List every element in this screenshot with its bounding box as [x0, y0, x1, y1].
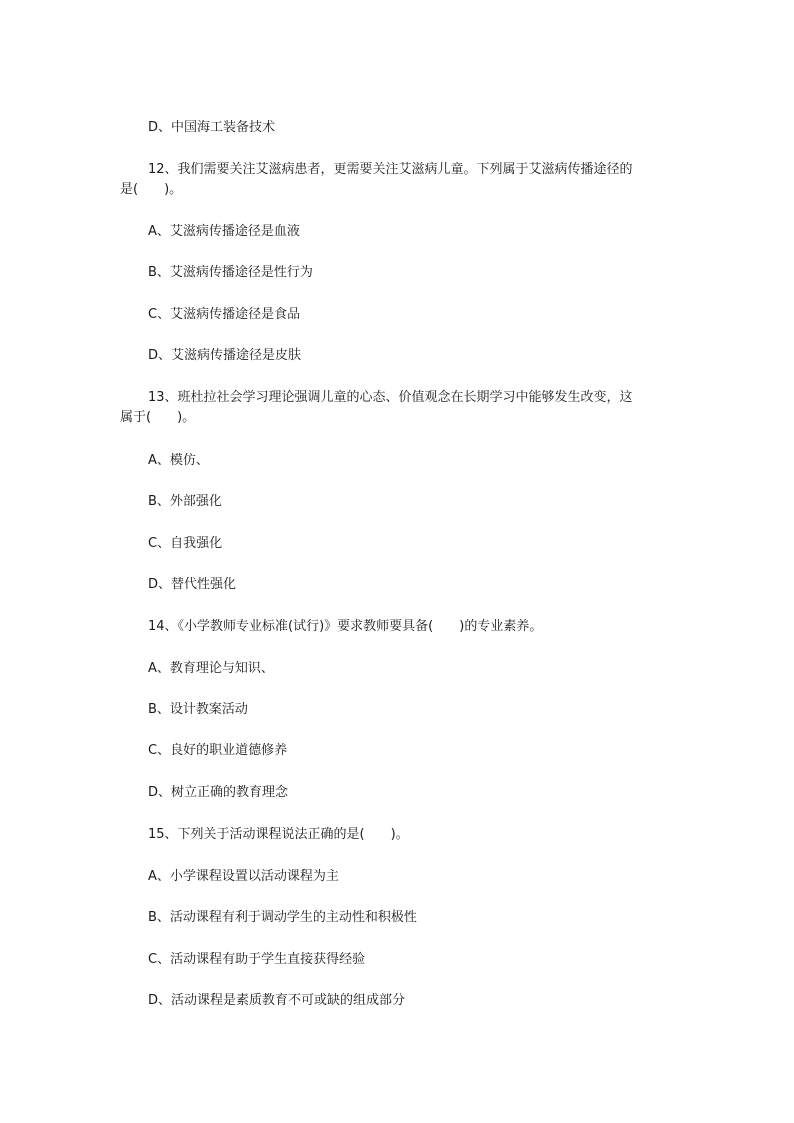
q12-option-b: B、艾滋病传播途径是性行为: [148, 265, 313, 280]
q14-stem: 14、《小学教师专业标准(试行)》要求教师要具备( )的专业素养。: [148, 619, 543, 634]
q15-option-c: C、活动课程有助于学生直接获得经验: [148, 952, 366, 967]
q13-stem-line2: 属于( )。: [120, 410, 196, 425]
q14-option-c: C、良好的职业道德修养: [148, 743, 288, 758]
q13-option-b: B、外部强化: [148, 494, 222, 509]
q11-option-d: D、中国海工装备技术: [148, 120, 276, 135]
q15-option-d: D、活动课程是素质教育不可或缺的组成部分: [148, 993, 406, 1008]
q13-option-a: A、模仿、: [148, 453, 209, 468]
q15-option-b: B、活动课程有利于调动学生的主动性和积极性: [148, 910, 417, 925]
q13-stem-line1: 13、班杜拉社会学习理论强调儿童的心态、价值观念在长期学习中能够发生改变，这: [148, 390, 633, 405]
q15-option-a: A、小学课程设置以活动课程为主: [148, 869, 339, 884]
q14-option-a: A、教育理论与知识、: [148, 661, 274, 676]
q13-option-c: C、自我强化: [148, 536, 223, 551]
q12-stem-line2: 是( )。: [120, 182, 183, 197]
q12-option-a: A、艾滋病传播途径是血液: [148, 224, 300, 239]
q12-option-d: D、艾滋病传播途径是皮肤: [148, 348, 302, 363]
q12-option-c: C、艾滋病传播途径是食品: [148, 307, 301, 322]
q14-option-b: B、设计教案活动: [148, 702, 248, 717]
q14-option-d: D、树立正确的教育理念: [148, 785, 289, 800]
q13-option-d: D、替代性强化: [148, 577, 237, 592]
q15-stem: 15、下列关于活动课程说法正确的是( )。: [148, 827, 409, 842]
q12-stem-line1: 12、我们需要关注艾滋病患者，更需要关注艾滋病儿童。下列属于艾滋病传播途径的: [148, 162, 633, 177]
